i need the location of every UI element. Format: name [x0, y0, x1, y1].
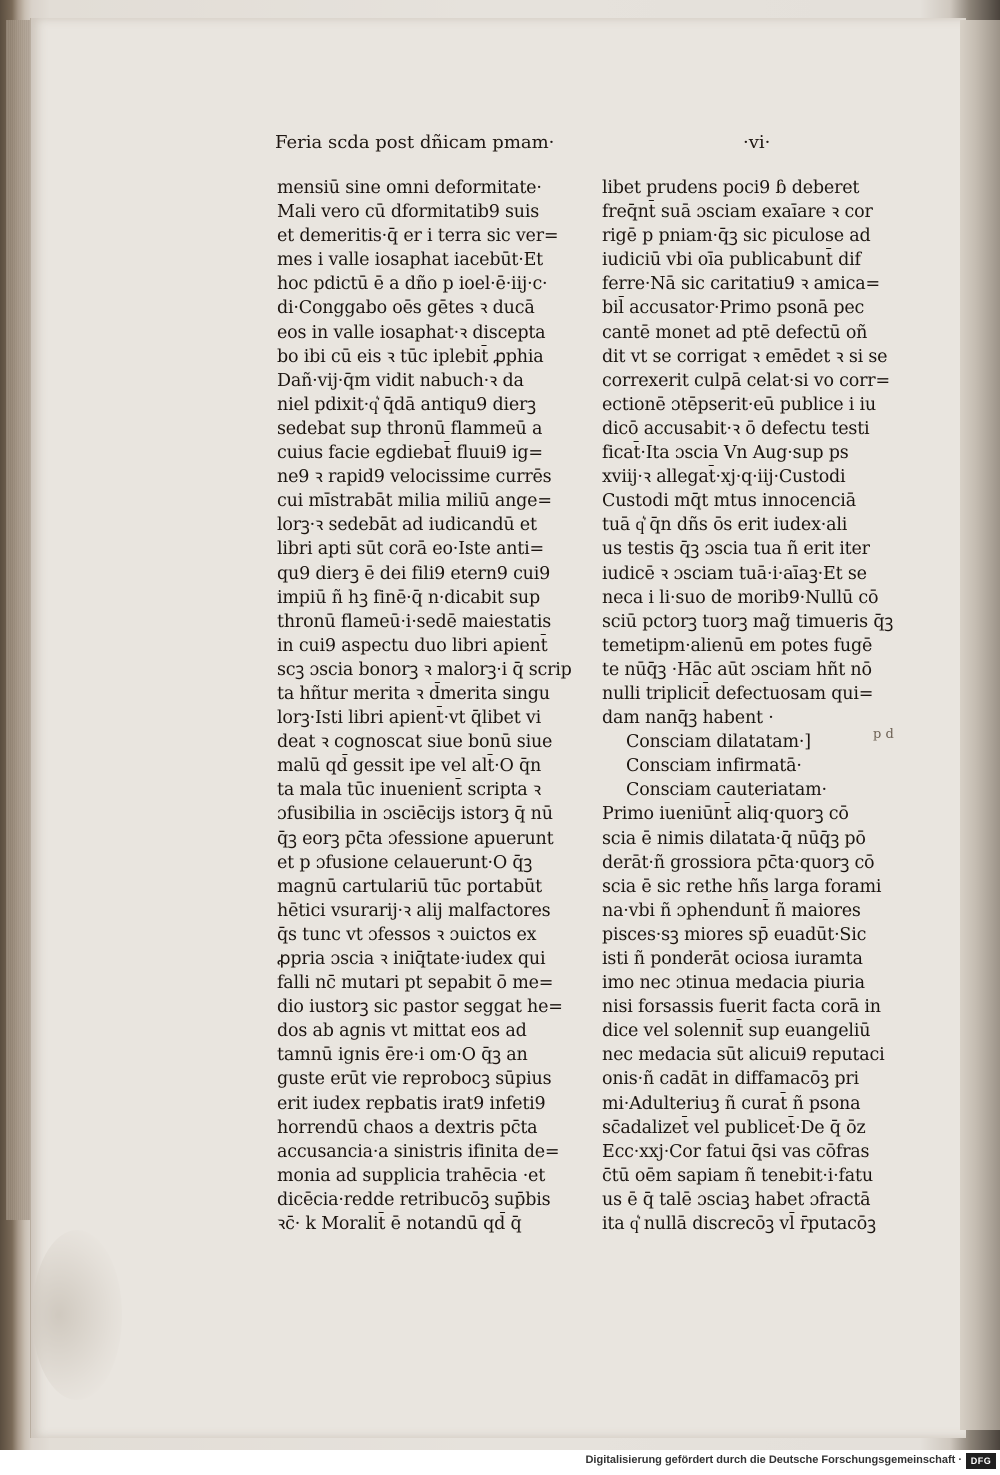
text-line: rigē p pniam·q̄ꝫ sic piculose ad: [602, 226, 871, 247]
right-column: [602, 176, 907, 1236]
text-line: derāt·ñ grossiora pc̄ta·quorꝫ cō: [602, 852, 875, 873]
text-line: mensiū sine omni deformitate·: [277, 178, 542, 198]
dfg-logo-icon: DFG: [966, 1453, 996, 1469]
text-line: qu9 dierꝫ ē dei fili9 etern9 cui9: [277, 563, 551, 584]
text-line: malū qd̄ gessit ipe vel alt̄·O q̄n: [277, 756, 542, 777]
text-line: cantē monet ad ptē defectū oñ: [602, 322, 868, 343]
text-line: erit iudex repbatis irat9 infeti9: [277, 1093, 546, 1114]
text-line: ta hñtur merita ꝛ d̄merita singu: [277, 683, 550, 704]
text-line: nisi forsassis fuerit facta corā in: [602, 997, 881, 1018]
text-line: Ecc·xxj·Cor fatui q̄si vas cōfras: [602, 1141, 870, 1162]
text-line: ꝓpria ɔscia ꝛ iniq̄tate·iudex qui: [277, 949, 546, 969]
text-line: niel pdixit·q͛ q̄dā antiqu9 dierꝫ: [277, 394, 536, 415]
text-line: dicēcia·redde retribucōꝫ sup̄bis: [277, 1189, 551, 1210]
text-line: cuius facie egdiebat̄ fluui9 ig=: [277, 443, 543, 464]
text-line: horrendū chaos a dextris pc̄ta: [277, 1117, 538, 1138]
text-line: ita q͛ nullā discrecōꝫ vl̄ r̄putacōꝫ: [602, 1214, 876, 1235]
text-line: thronū flameū·i·sedē maiestatis: [277, 611, 552, 632]
text-line: hoc pdictū ē a dño p ioel·ē·iij·c·: [277, 274, 548, 295]
running-head: Feria scda post dñicam pmam·: [275, 132, 555, 153]
text-line: guste erūt vie reprobocꝫ sūpius: [277, 1069, 552, 1090]
text-line: ne9 ꝛ rapid9 velocissime currēs: [277, 467, 552, 488]
text-line: libet prudens poci9 ɓ deberet: [602, 178, 860, 198]
text-line: bo ibi cū eis ꝛ tūc iplebit̄ ꝓphia: [277, 346, 544, 367]
text-line: mi·Adulteriuꝫ ñ curat̄ ñ psona: [602, 1093, 861, 1114]
text-line: xviij·ꝛ allegat̄·xj·q·iij·Custodi: [602, 467, 846, 488]
text-line: sc̄adalizet̄ vel publicet̄·De q̄ ōz: [602, 1117, 866, 1138]
text-line: ta mala tūc inuenient̄ scripta ꝛ: [277, 780, 541, 801]
text-line: in cui9 aspectu duo libri apient̄: [277, 635, 548, 656]
text-line: isti ñ ponderāt ociosa iuramta: [602, 949, 863, 969]
text-line: q̄s tunc vt ɔfessos ꝛ ɔuictos ex: [277, 924, 537, 945]
text-line: correxerit culpā celat·si vo corr=: [602, 370, 890, 391]
text-line: libri apti sūt corā eo·Iste anti=: [277, 539, 544, 560]
text-line: ferre·Nā sic caritatiu9 ꝛ amica=: [602, 274, 880, 295]
text-line: ficat̄·Ita ɔscia Vn Aug·sup ps: [602, 443, 849, 464]
text-line: Custodi mq̄t mtus innocenciā: [602, 491, 856, 512]
text-line: dicō accusabit·ꝛ ō defectu testi: [602, 418, 870, 439]
text-line: iudiciū vbi oīa publicabunt̄ dif: [602, 250, 861, 271]
text-line: eos in valle iosaphat·ꝛ discepta: [277, 322, 546, 343]
text-line: c̄tū oēm sapiam ñ tenebit·i·fatu: [602, 1165, 873, 1186]
text-line: sciū pctorꝫ tuorꝫ mag̃ timueris q̄ꝫ: [602, 611, 894, 632]
text-line: Primo iueniūnt̄ aliq·quorꝫ cō: [602, 804, 849, 825]
text-line: scia ē nimis dilatata·q̄ nūq̄ꝫ pō: [602, 828, 866, 849]
text-line: scia ē sic rethe hñs larga forami: [602, 876, 882, 897]
text-line: nulli triplicit̄ defectuosam qui=: [602, 683, 874, 704]
right-column-text: [602, 176, 907, 730]
text-line: magnū cartulariū tūc portabūt: [277, 876, 543, 897]
folio-number: ·vi·: [743, 132, 771, 153]
text-line: temetipm·alienū em potes fugē: [602, 635, 873, 656]
text-line: dice vel solennit̄ sup euangeliū: [602, 1021, 871, 1042]
text-line: Consciam dilatatam·]: [626, 732, 811, 753]
text-line: di·Conggabo oēs gētes ꝛ ducā: [277, 298, 535, 319]
text-line: deat ꝛ cognoscat siue bonū siue: [277, 732, 553, 753]
text-line: et p ɔfusione celauerunt·O q̄ꝫ: [277, 852, 533, 873]
text-line: lorꝫ·ꝛ sedebāt ad iudicandū et: [277, 515, 537, 536]
text-line: ɔfusibilia in ɔsciēcijs istorꝫ q̄ nū: [277, 804, 553, 825]
text-line: lorꝫ·Isti libri apient̄·vt q̄libet vi: [277, 708, 541, 729]
funding-credit: Digitalisierung gefördert durch die Deutsche Forschungsgemeinschaft ·: [585, 1454, 962, 1466]
text-line: impiū ñ hꝫ finē·q̄ n·dicabit sup: [277, 587, 540, 608]
text-line: tamnū ignis ēre·i om·O q̄ꝫ an: [277, 1045, 528, 1066]
text-line: te nūq̄ꝫ ·Hāc aūt ɔsciam hñt nō: [602, 659, 872, 680]
text-line: pisces·sꝫ miores sp̄ euadūt·Sic: [602, 924, 867, 945]
text-line: cui mīstrabāt milia miliū ange=: [277, 491, 552, 512]
text-line: imo nec ɔtinua medacia piuria: [602, 973, 865, 994]
right-column-continuation: [602, 802, 907, 1236]
text-line: dio iustorꝫ sic pastor seggat he=: [277, 997, 563, 1018]
text-line: accusancia·a sinistris ifinita de=: [277, 1141, 560, 1162]
text-line: ꝛc̄· k Moralit̄ ē notandū qd̄ q̄: [277, 1214, 522, 1235]
text-line: neca i li·suo de morib9·Nullū cō: [602, 587, 879, 608]
page-stain: [32, 1230, 122, 1400]
facing-page-edge: [960, 20, 1000, 1430]
left-column: [277, 176, 582, 1236]
page-edges: [6, 20, 30, 1220]
text-line: us ē q̄ talē ɔsciaꝫ habet ɔfractā: [602, 1189, 871, 1210]
text-line: dos ab agnis vt mittat eos ad: [277, 1021, 527, 1042]
text-line: ectionē ɔtēpserit·eū publice i iu: [602, 394, 877, 415]
text-line: iudicē ꝛ ɔsciam tuā·i·aīaꝫ·Et se: [602, 563, 867, 584]
text-line: hētici vsurarij·ꝛ alij malfactores: [277, 900, 551, 921]
text-line: scꝫ ɔscia bonorꝫ ꝛ malorꝫ·i q̄ scrip: [277, 659, 572, 680]
text-line: falli nc̄ mutari pt sepabit ō me=: [277, 973, 554, 994]
text-line: us testis q̄ꝫ ɔscia tua ñ erit iter: [602, 539, 870, 560]
text-line: mes i valle iosaphat iacebūt·Et: [277, 250, 543, 271]
text-line: freq̄nt̄ suā ɔsciam exaīare ꝛ cor: [602, 202, 873, 223]
text-line: onis·ñ cadāt in diffamacōꝫ pri: [602, 1069, 859, 1090]
text-line: nec medacia sūt alicui9 reputaci: [602, 1045, 885, 1066]
text-line: dit vt se corrigat ꝛ emēdet ꝛ si se: [602, 346, 888, 367]
text-line: et demeritis·q̄ er i terra sic ver=: [277, 226, 559, 247]
text-line: dam nanq̄ꝫ habent ·: [602, 708, 774, 729]
text-line: Consciam cauteriatam·: [626, 780, 827, 801]
text-line: Dañ·vij·q̄m vidit nabuch·ꝛ da: [277, 370, 524, 391]
text-line: tuā q͛ q̄n dñs ōs erit iudex·ali: [602, 515, 848, 536]
text-line: bil̄ accusator·Primo psonā pec: [602, 298, 865, 319]
text-line: monia ad supplicia trahēcia ·et: [277, 1165, 546, 1186]
conscience-list: [602, 730, 907, 802]
text-line: Mali vero cū dformitatib9 suis: [277, 202, 540, 223]
text-line: Consciam infirmatā·: [626, 756, 802, 777]
text-line: sedebat sup thronū flammeū a: [277, 418, 543, 439]
text-line: na·vbi ñ ɔphendunt̄ ñ maiores: [602, 900, 861, 921]
text-line: q̄ꝫ eorꝫ pc̄ta ɔfessione apuerunt: [277, 828, 554, 849]
footer-bar: [0, 1450, 1000, 1475]
marginal-gloss: p d: [873, 727, 894, 742]
